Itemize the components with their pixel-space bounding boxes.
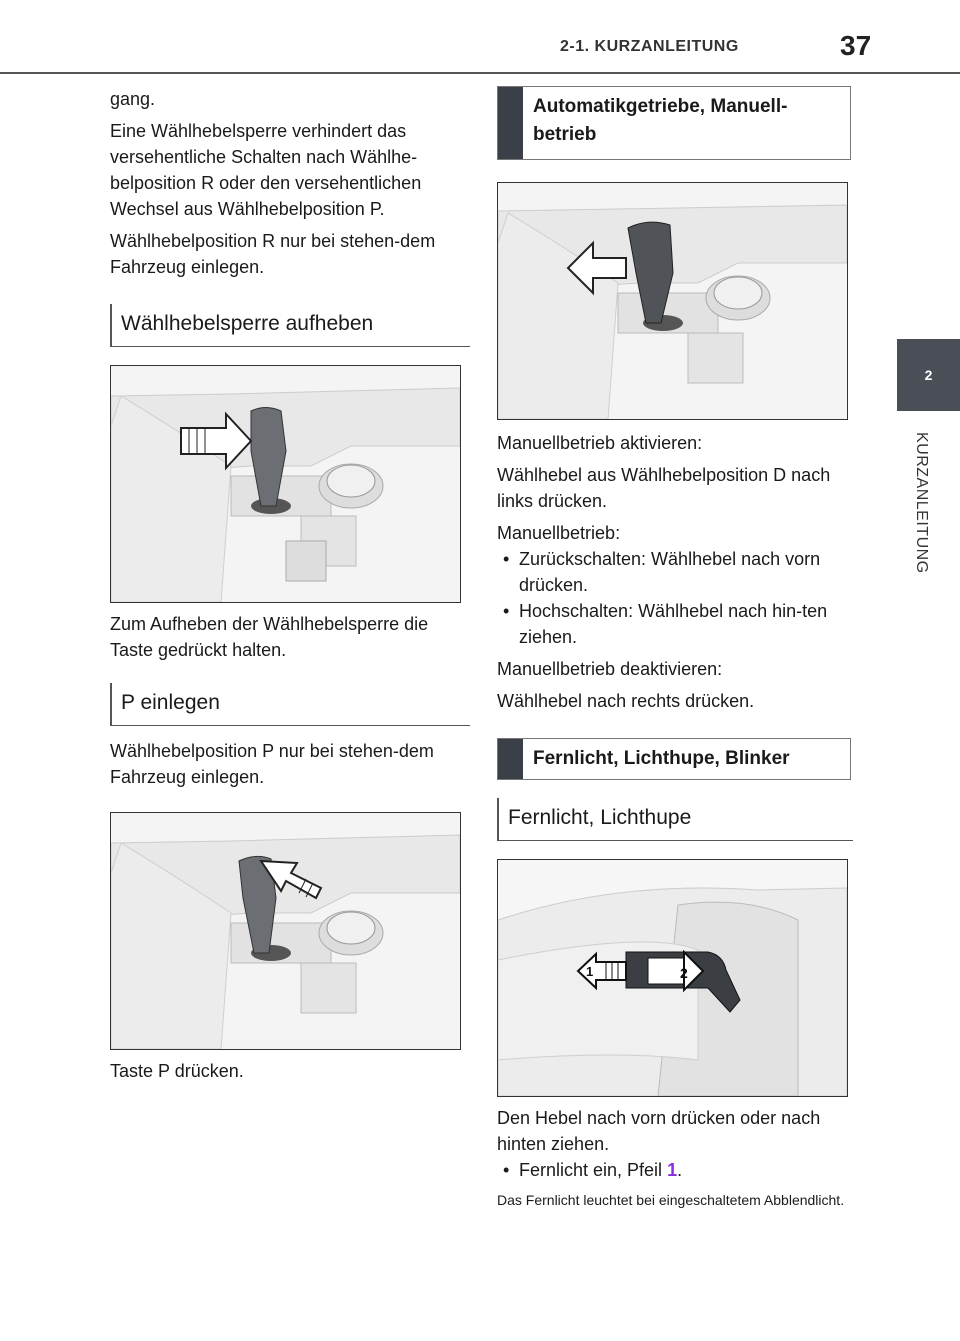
heading-unlock: Wählhebelsperre aufheben xyxy=(110,304,470,347)
manual-label: Manuellbetrieb: xyxy=(497,523,621,543)
caption-p: Taste P drücken. xyxy=(110,1061,244,1081)
chapter-number: 2 xyxy=(924,367,933,383)
paragraph-gang: gang. xyxy=(110,89,156,109)
heading-fernlicht-blinker-text: Fernlicht, Lichthupe, Blinker xyxy=(533,748,790,769)
lever-instruction: Den Hebel nach vorn drücken oder nach hinten ziehen. xyxy=(497,1108,821,1154)
header-rule xyxy=(0,72,960,74)
bullet-upshift: • Hochschalten: Wählhebel nach hin-ten ziehen. xyxy=(497,598,857,650)
right-column xyxy=(497,86,857,1213)
page-number: 37 xyxy=(840,30,872,61)
figure-manual-mode xyxy=(497,182,848,420)
figure-p-button xyxy=(110,812,461,1050)
bullet-downshift: • Zurückschalten: Wählhebel nach vorn drücken. xyxy=(497,546,857,598)
bullet-fernlicht-ein xyxy=(497,1157,857,1183)
bullet-fernlicht-prefix: Fernlicht ein, Pfeil xyxy=(519,1160,668,1180)
section-title: 2-1. KURZANLEITUNG xyxy=(560,38,739,55)
manual-deactivate-text: Wählhebel nach rechts drücken. xyxy=(497,691,755,711)
lever-arrow-label-2: 2 xyxy=(680,965,688,981)
heading-fernlicht-blinker xyxy=(497,738,851,780)
manual-deactivate-label: Manuellbetrieb deaktivieren: xyxy=(497,659,723,679)
figure-unlock-lever xyxy=(110,365,461,603)
heading-automatic-manual xyxy=(497,86,851,160)
left-column xyxy=(110,86,470,1090)
paragraph-p-position: Wählhebelposition P nur bei stehen-dem Fahrzeug einlegen. xyxy=(110,741,434,787)
chapter-tab xyxy=(897,339,960,411)
paragraph-lock-intro: Eine Wählhebelsperre verhindert das versehentliche Schalten nach Wählhe-belposition R oder den versehentlichen Wechsel aus Wählhebelposition P. xyxy=(110,121,422,219)
manual-activate-label: Manuellbetrieb aktivieren: xyxy=(497,433,703,453)
paragraph-r-position: Wählhebelposition R nur bei stehen-dem Fahrzeug einlegen. xyxy=(110,231,436,277)
note-abblendlicht: Das Fernlicht leuchtet bei eingeschaltetem Abblendlicht. xyxy=(497,1192,845,1208)
lever-arrow-label-1: 1 xyxy=(586,964,594,979)
heading-fernlicht-lichthupe: Fernlicht, Lichthupe xyxy=(497,798,853,841)
caption-unlock: Zum Aufheben der Wählhebelsperre die Taste gedrückt halten. xyxy=(110,614,429,660)
bullet-fernlicht-suffix: . xyxy=(677,1160,683,1180)
figure-light-lever xyxy=(497,859,848,1097)
arrow-number: 1 xyxy=(667,1160,678,1180)
chapter-label: KURZANLEITUNG xyxy=(913,432,930,574)
heading-automatic-manual-text: Automatikgetriebe, Manuell-betrieb xyxy=(533,96,788,145)
heading-p-einlegen: P einlegen xyxy=(110,683,470,726)
manual-activate-text: Wählhebel aus Wählhebelposition D nach links drücken. xyxy=(497,465,831,511)
